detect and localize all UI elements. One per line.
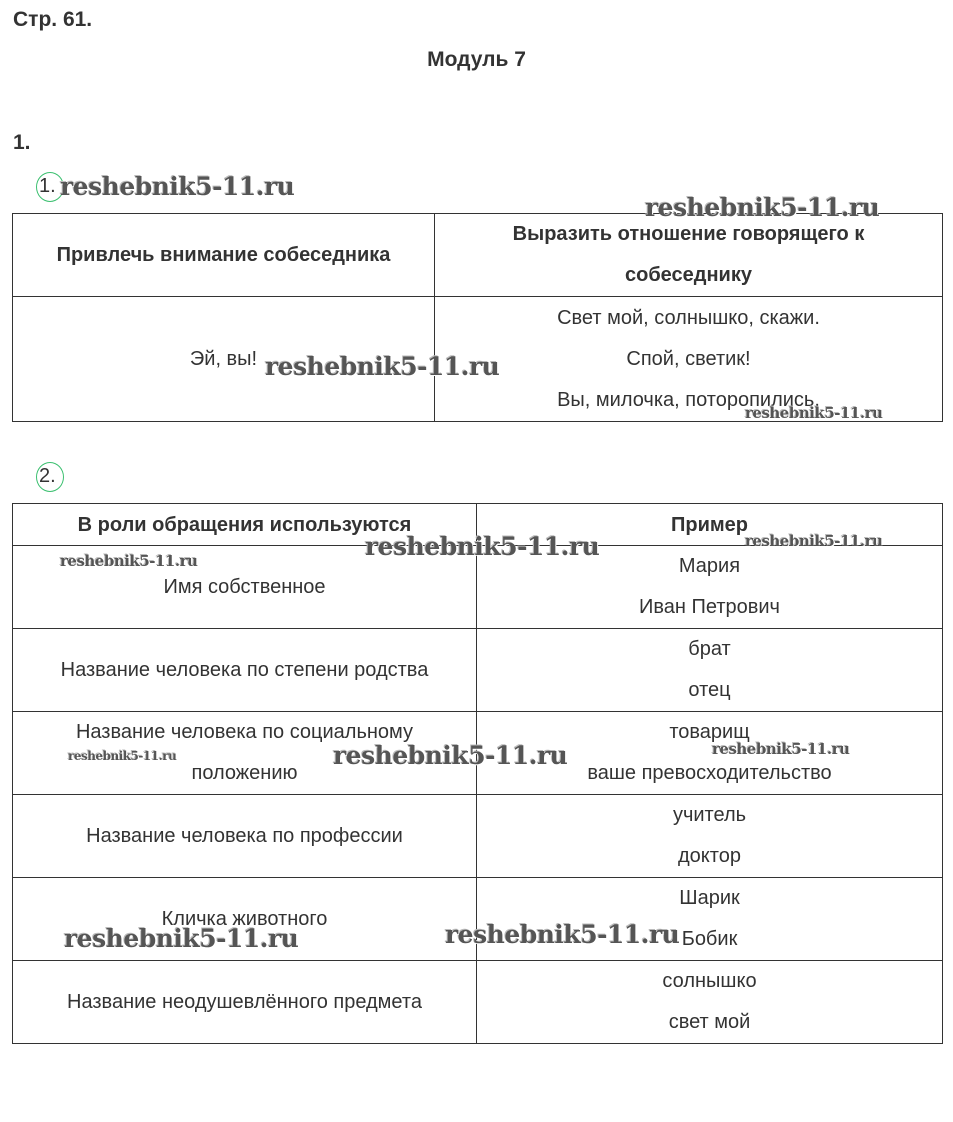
example-text: товарищ [669, 721, 750, 743]
category-cell [13, 795, 477, 878]
watermark: reshebnik5-11.ru [333, 741, 568, 770]
table-row [13, 629, 943, 712]
section1-table [12, 213, 943, 422]
section1-left-text: Эй, вы! [189, 347, 258, 370]
example-cell [477, 629, 943, 712]
category-text: Название неодушевлённого предмета [67, 990, 422, 1013]
section2-header-left: В роли обращения используются [13, 504, 477, 546]
watermark: reshebnik5-11.ru [60, 552, 198, 570]
watermark: reshebnik5-11.ru [745, 404, 883, 422]
watermark: reshebnik5-11.ru [745, 532, 883, 550]
watermark: reshebnik5-11.ru [712, 740, 850, 758]
module-title: Модуль 7 [427, 48, 526, 71]
example-text: свет мой [668, 1011, 751, 1033]
watermark: reshebnik5-11.ru [645, 193, 880, 222]
category-cell [13, 961, 477, 1044]
section1-header-right-text: Выразить отношение говорящего к собеседнику [512, 223, 865, 286]
example-text: доктор [678, 845, 741, 867]
section2-header-right: Пример [477, 504, 943, 546]
section1-number: 1. [39, 175, 56, 197]
example-cell [477, 961, 943, 1044]
section1-right-line-3: Вы, милочка, поторопились. [557, 388, 820, 411]
task-number: 1. [13, 131, 31, 154]
example-text: Шарик [679, 887, 740, 909]
section1-right-cell [435, 297, 943, 422]
section2-number: 2. [39, 465, 56, 487]
category-text: Кличка животного [161, 907, 328, 930]
table-row [13, 795, 943, 878]
example-text: Иван Петрович [639, 596, 780, 618]
table-row [13, 961, 943, 1044]
page-label: Стр. 61. [13, 8, 93, 31]
section1-header-right [435, 214, 943, 297]
watermark: reshebnik5-11.ru [68, 749, 177, 763]
example-text: Бобик [681, 928, 738, 950]
example-text: брат [688, 638, 731, 660]
section1-right-line-1: Свет мой, солнышко, скажи. [557, 306, 820, 329]
section1-header-left: Привлечь внимание собеседника [13, 214, 435, 297]
watermark: reshebnik5-11.ru [265, 352, 500, 381]
category-text: Название человека по профессии [86, 824, 403, 847]
example-text: солнышко [662, 970, 757, 992]
example-text: Мария [678, 555, 741, 577]
watermark: reshebnik5-11.ru [365, 532, 600, 561]
category-text: Название человека по социальному положению [75, 721, 414, 784]
watermark: reshebnik5-11.ru [64, 924, 299, 953]
category-text: Имя собственное [163, 575, 326, 598]
category-cell [13, 629, 477, 712]
watermark: reshebnik5-11.ru [60, 172, 295, 201]
section1-right-line-2: Спой, светик! [626, 347, 751, 370]
example-text: отец [688, 679, 731, 701]
example-text: ваше превосходительство [587, 762, 832, 784]
section1-header-row [13, 214, 943, 297]
section2-table [12, 503, 943, 1044]
example-cell [477, 795, 943, 878]
watermark: reshebnik5-11.ru [445, 920, 680, 949]
example-text: учитель [672, 804, 747, 826]
category-text: Название человека по степени родства [60, 658, 429, 681]
